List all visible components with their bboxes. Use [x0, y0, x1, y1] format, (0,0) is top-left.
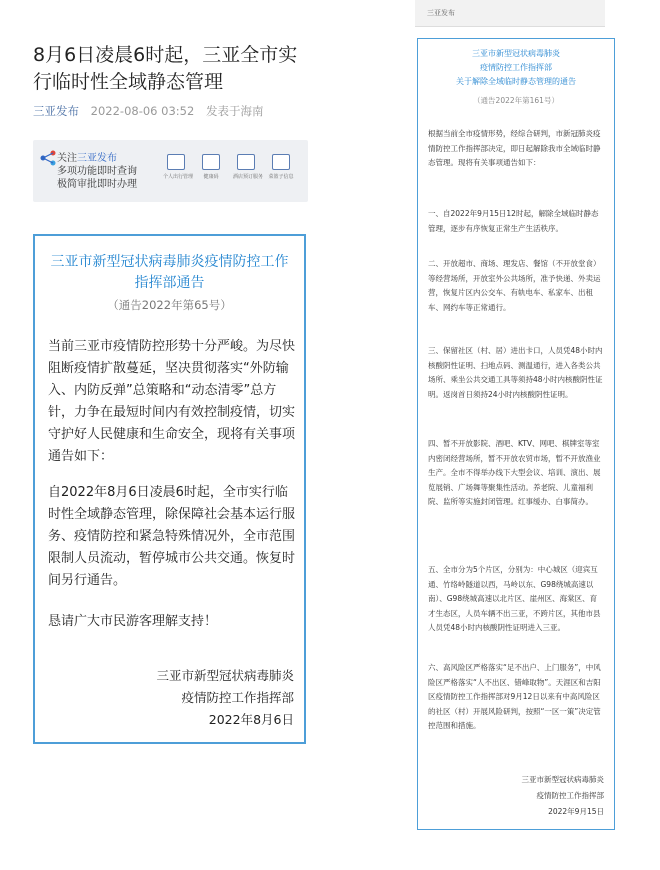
notice-65-para1: 当前三亚市疫情防控形势十分严峻。为尽快阻断疫情扩散蔓延，坚决贯彻落实“外防输入、内防反弹”总策略和“动态清零”总方针，力争在最短时间内有效控制疫情，切实守护好人民健康和生命安全，现将有关事项通告如下：: [48, 339, 296, 464]
basket-icon: [272, 154, 290, 170]
notice-161-item5: 五、全市分为5个片区，分别为：中心城区（迎宾互通、竹络岭隧道以西，马岭以东、G98绕城高速以南）、G98绕城高速以北片区、崖州区、海棠区、育才生态区，人员车辆不出三亚，不跨片区，其他市县人员凭48小时内核酸阴性证明进入三亚。: [428, 565, 601, 632]
notice-65-number: （通告2022年第65号）: [107, 298, 232, 312]
notice-65-signature: 三亚市新型冠状病毒肺炎 疫情防控工作指挥部 2022年8月6日: [156, 668, 294, 727]
banner-text: 关注三亚发布 多项功能即时查询 极简审批即时办理: [57, 153, 137, 190]
notice-161: [417, 38, 615, 830]
article-time: 2022-08-06 03:52: [90, 104, 195, 118]
notice-161-signature: 三亚市新型冠状病毒肺炎 疫情防控工作指挥部 2022年9月15日: [521, 775, 604, 816]
notice-161-item6: 六、高风险区严格落实“足不出户、上门服务”，中风险区严格落实“人不出区、错峰取物”。天涯区和吉阳区疫情防控工作指挥部对9月12日以来有中高风险区的社区（村）开展风险研判，按照“一区一策”决定管控范围和措施。: [428, 663, 601, 730]
top-bar-text: 三亚发布: [427, 9, 455, 17]
service-tile-health-code[interactable]: 健康码: [198, 154, 224, 180]
qr-code-icon: [202, 154, 220, 170]
notice-161-intro: 根据当前全市疫情形势，经综合研判，市新冠肺炎疫情防控工作指挥部决定，即日起解除我市全域临时静态管理。现将有关事项通告如下：: [428, 129, 601, 167]
service-tiles: [163, 154, 294, 180]
notice-161-item2: 二、开放超市、商场、理发店、餐馆（不开放堂食）等经营场所，开放室外公共场所，准予快递、外卖运营，恢复片区内公交车、有轨电车、私家车、出租车、网约车等正常通行。: [428, 259, 601, 312]
notice-161-number: （通告2022年第161号）: [473, 96, 559, 105]
notice-161-item3: 三、保留社区（村、居）进出卡口，人员凭48小时内核酸阴性证明、扫地点码、测温通行，进入各类公共场所、乘坐公共交通工具等须持48小时内核酸阴性证明。返岗首日须持24小时内核酸阴性证明。: [428, 346, 603, 399]
service-tile-market[interactable]: 菜篮子信息: [268, 154, 294, 180]
hotel-icon: [237, 154, 255, 170]
article-location: 发表于海南: [205, 104, 264, 118]
article-title: 8月6日凌晨6时起，三亚全市实行临时性全域静态管理: [33, 44, 298, 93]
notice-161-item1: 一、自2022年9月15日12时起，解除全域临时静态管理，逐步有序恢复正常生产生活秩序。: [428, 209, 599, 233]
notice-161-item4: 四、暂不开放影院、酒吧、KTV、网吧、棋牌室等室内密闭经营场所，暂不开放农贸市场，暂不开放渔业生产。全市不得举办线下大型会议、培训、演出、展览展销、广场舞等聚集性活动。养老院、儿童福利院、监所等实施封闭管理。红事缓办、白事简办。: [428, 439, 601, 506]
service-tile-travel[interactable]: 个人出行管理: [163, 154, 189, 180]
notice-65-thanks: 恳请广大市民游客理解支持！: [48, 614, 218, 629]
notice-65-para2: 自2022年8月6日凌晨6时起，全市实行临时性全域静态管理，除保障社会基本运行服务、疫情防控和紧急特殊情况外，全市范围限制人员流动，暂停城市公共交通。恢复时间另行通告。: [48, 485, 296, 588]
share-icon: [38, 148, 58, 168]
document-icon: [167, 154, 185, 170]
cropped-top-bar: [415, 0, 605, 27]
article-source-link[interactable]: 三亚发布: [33, 104, 79, 118]
right-column: [405, 0, 635, 870]
notice-65-title: 三亚市新型冠状病毒肺炎疫情防控工作 指挥部通告: [50, 254, 289, 291]
follow-banner[interactable]: [33, 140, 308, 202]
article-meta: [33, 103, 263, 119]
notice-65: [33, 234, 306, 744]
notice-161-title: 三亚市新型冠状病毒肺炎 疫情防控工作指挥部 关于解除全域临时静态管理的通告: [456, 49, 576, 86]
service-tile-hotel[interactable]: 酒店预订服务: [233, 154, 259, 180]
